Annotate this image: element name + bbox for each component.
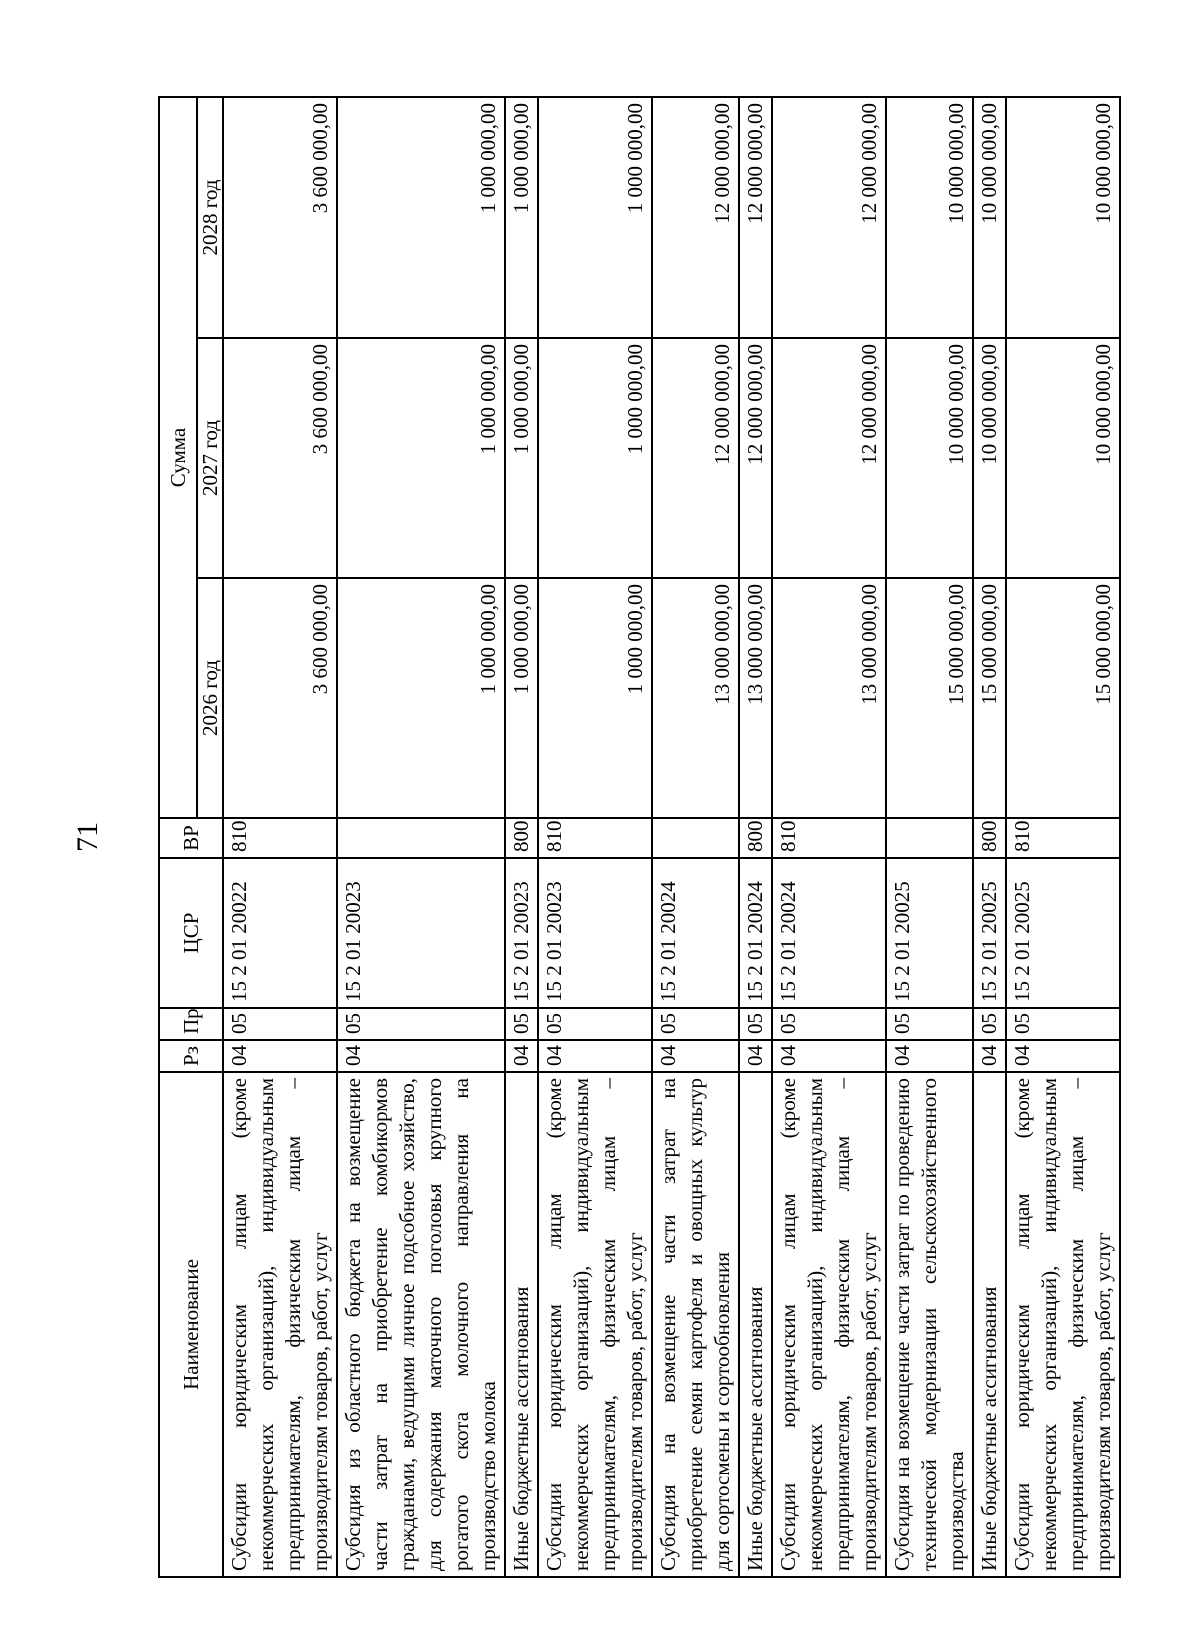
table-row [973,97,1006,1577]
cell-csr: 15 2 01 20023 [538,858,652,1008]
table-row [886,97,973,1577]
table-row [505,97,538,1577]
header-year-2026: 2026 год [197,578,223,818]
cell-2027: 10 000 000,00 [886,338,973,578]
cell-2028: 1 000 000,00 [337,97,505,338]
cell-name: Субсидии юридическим лицам (кроме некоммерческих организаций), индивидуальным предпринимателям, физическим лицам – производителям товаров, работ, услуг [223,1072,337,1577]
cell-2027: 12 000 000,00 [739,338,772,578]
cell-2028: 12 000 000,00 [652,97,739,338]
header-year-2027: 2027 год [197,338,223,578]
table-row [538,97,652,1577]
table-row [772,97,886,1577]
cell-2027: 1 000 000,00 [505,338,538,578]
cell-vr [652,818,739,858]
cell-rz: 04 [505,1040,538,1072]
cell-pr: 05 [538,1008,652,1040]
cell-2028: 1 000 000,00 [538,97,652,338]
table-row [337,97,505,1577]
cell-name: Субсидия на возмещение части затрат по проведению технической модернизации сельскохозяйственного производства [886,1072,973,1577]
table-row [223,97,337,1577]
cell-csr: 15 2 01 20025 [1006,858,1120,1008]
cell-csr: 15 2 01 20023 [337,858,505,1008]
cell-2026: 1 000 000,00 [505,578,538,818]
cell-csr: 15 2 01 20024 [652,858,739,1008]
cell-name: Субсидия на возмещение части затрат на приобретение семян картофеля и овощных культур для сортосмены и сортообновления [652,1072,739,1577]
header-csr: ЦСР [159,858,223,1008]
cell-2028: 12 000 000,00 [739,97,772,338]
cell-pr: 05 [223,1008,337,1040]
cell-pr: 05 [652,1008,739,1040]
cell-pr: 05 [505,1008,538,1040]
cell-name: Иные бюджетные ассигнования [505,1072,538,1577]
cell-pr: 05 [337,1008,505,1040]
header-vr: ВР [159,818,223,858]
cell-rz: 04 [538,1040,652,1072]
cell-pr: 05 [973,1008,1006,1040]
cell-rz: 04 [886,1040,973,1072]
cell-2026: 3 600 000,00 [223,578,337,818]
cell-2026: 13 000 000,00 [772,578,886,818]
cell-name: Иные бюджетные ассигнования [973,1072,1006,1577]
cell-csr: 15 2 01 20024 [739,858,772,1008]
header-rz: Рз [159,1040,223,1072]
header-name: Наименование [159,1072,223,1577]
cell-rz: 04 [1006,1040,1120,1072]
header-year-2028: 2028 год [197,97,223,338]
cell-2027: 12 000 000,00 [652,338,739,578]
cell-2027: 1 000 000,00 [337,338,505,578]
header-row [159,97,197,1577]
cell-rz: 04 [772,1040,886,1072]
rotated-table-wrapper [158,98,1115,1578]
cell-name: Иные бюджетные ассигнования [739,1072,772,1577]
cell-vr: 810 [1006,818,1120,858]
cell-rz: 04 [652,1040,739,1072]
cell-2028: 10 000 000,00 [1006,97,1120,338]
cell-vr [337,818,505,858]
cell-name: Субсидии юридическим лицам (кроме некоммерческих организаций), индивидуальным предпринимателям, физическим лицам – производителям товаров, работ, услуг [1006,1072,1120,1577]
cell-rz: 04 [337,1040,505,1072]
cell-2027: 10 000 000,00 [973,338,1006,578]
table-row [652,97,739,1577]
cell-2028: 10 000 000,00 [886,97,973,338]
cell-vr: 800 [739,818,772,858]
cell-2027: 12 000 000,00 [772,338,886,578]
cell-csr: 15 2 01 20024 [772,858,886,1008]
cell-2026: 1 000 000,00 [538,578,652,818]
page-number: 71 [71,822,104,852]
cell-2026: 13 000 000,00 [652,578,739,818]
cell-pr: 05 [1006,1008,1120,1040]
cell-csr: 15 2 01 20023 [505,858,538,1008]
cell-2026: 13 000 000,00 [739,578,772,818]
cell-rz: 04 [223,1040,337,1072]
cell-2028: 3 600 000,00 [223,97,337,338]
cell-pr: 05 [739,1008,772,1040]
cell-csr: 15 2 01 20022 [223,858,337,1008]
cell-vr [886,818,973,858]
table-row [1006,97,1120,1577]
cell-name: Субсидии юридическим лицам (кроме некоммерческих организаций), индивидуальным предпринимателям, физическим лицам – производителям товаров, работ, услуг [538,1072,652,1577]
cell-name: Субсидия из областного бюджета на возмещение части затрат на приобретение комбикормов гражданами, ведущими личное подсобное хозяйство, для содержания маточного поголовья крупного рогатого скота молочного направления на производство молока [337,1072,505,1577]
cell-csr: 15 2 01 20025 [886,858,973,1008]
cell-2028: 12 000 000,00 [772,97,886,338]
cell-pr: 05 [886,1008,973,1040]
cell-2026: 15 000 000,00 [886,578,973,818]
cell-vr: 810 [538,818,652,858]
cell-name: Субсидии юридическим лицам (кроме некоммерческих организаций), индивидуальным предпринимателям, физическим лицам – производителям товаров, работ, услуг [772,1072,886,1577]
cell-rz: 04 [973,1040,1006,1072]
cell-rz: 04 [739,1040,772,1072]
cell-2028: 10 000 000,00 [973,97,1006,338]
cell-2027: 10 000 000,00 [1006,338,1120,578]
cell-vr: 810 [772,818,886,858]
header-sum: Сумма [159,97,197,818]
cell-2027: 1 000 000,00 [538,338,652,578]
budget-table [158,96,1121,1578]
cell-2026: 15 000 000,00 [1006,578,1120,818]
cell-vr: 810 [223,818,337,858]
cell-2027: 3 600 000,00 [223,338,337,578]
cell-2026: 15 000 000,00 [973,578,1006,818]
header-pr: Пр [159,1008,223,1040]
cell-2028: 1 000 000,00 [505,97,538,338]
cell-vr: 800 [505,818,538,858]
cell-pr: 05 [772,1008,886,1040]
table-row [739,97,772,1577]
cell-csr: 15 2 01 20025 [973,858,1006,1008]
cell-2026: 1 000 000,00 [337,578,505,818]
cell-vr: 800 [973,818,1006,858]
